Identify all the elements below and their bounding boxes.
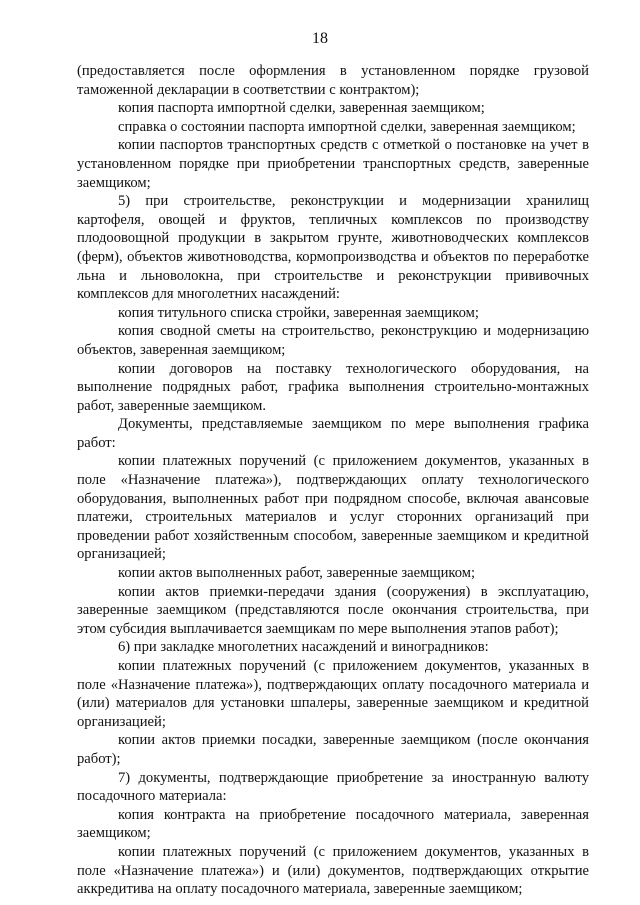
paragraph: копия сводной сметы на строительство, реконструкцию и модернизацию объектов, заверенная заемщиком; xyxy=(77,323,589,358)
paragraph: копии актов выполненных работ, заверенные заемщиком; xyxy=(118,565,476,582)
paragraph: копии актов приемки-передачи здания (сооружения) в эксплуатацию, заверенные заемщиком (представляются после окончания строительства, при этом субсидия выплачивается заемщикам по мере выполнения этапов работ); xyxy=(77,583,589,637)
page-number: 18 xyxy=(312,30,328,47)
paragraph: 7) документы, подтверждающие приобретение за иностранную валюту посадочного материала: xyxy=(77,769,589,805)
paragraph: копии платежных поручений (с приложением документов, указанных в поле «Назначение платежа»), подтверждающих оплату посадочного материала и (или) материалов для установки шпалеры, заверенные заемщиком и кредитной организацией; xyxy=(77,658,589,730)
paragraph: 5) при строительстве, реконструкции и модернизации хранилищ картофеля, овощей и фруктов, тепличных комплексов по производству плодоовощной продукции в закрытом грунте, животноводческих комплексов (ферм), объектов животноводства, кормопроизводства и объектов по переработке льна и льноволокна, при строительстве и реконструкции прививочных комплексов для многолетних насаждений: xyxy=(77,193,589,303)
paragraph: Документы, представляемые заемщиком по мере выполнения графика работ: xyxy=(77,416,589,451)
paragraph: копия паспорта импортной сделки, заверенная заемщиком; xyxy=(118,100,485,117)
paragraph: 6) при закладке многолетних насаждений и виноградников: xyxy=(118,639,489,656)
paragraph: копии платежных поручений (с приложением документов, указанных в поле «Назначение платежа»), подтверждающих оплату технологического оборудования, выполненных работ при подрядном способе, включая авансовые платежи, строительных материалов и услуг сторонних организаций при проведении работ хозяйственным способом, заверенные заемщиком и кредитной организацией; xyxy=(77,453,589,563)
document-body xyxy=(77,62,589,899)
paragraph: копия контракта на приобретение посадочного материала, заверенная заемщиком; xyxy=(77,806,589,842)
paragraph: (предоставляется после оформления в установленном порядке грузовой таможенной декларации в соответствии с контрактом); xyxy=(77,63,589,98)
paragraph: копия титульного списка стройки, заверенная заемщиком; xyxy=(118,304,479,321)
paragraph: копии платежных поручений (с приложением документов, указанных в поле «Назначение платежа») и (или) документов, подтверждающих открытие аккредитива на оплату посадочного материала, заверенные заемщиком; xyxy=(77,843,589,898)
paragraph: копии договоров на поставку технологического оборудования, на выполнение подрядных работ, графика выполнения строительно-монтажных работ, заверенные заемщиком. xyxy=(77,360,589,414)
paragraph: копии актов приемки посадки, заверенные заемщиком (после окончания работ); xyxy=(77,732,589,767)
paragraph: копии паспортов транспортных средств с отметкой о постановке на учет в установленном порядке при приобретении транспортных средств, заверенные заемщиком; xyxy=(77,137,589,191)
paragraph: справка о состоянии паспорта импортной сделки, заверенная заемщиком; xyxy=(118,118,576,135)
